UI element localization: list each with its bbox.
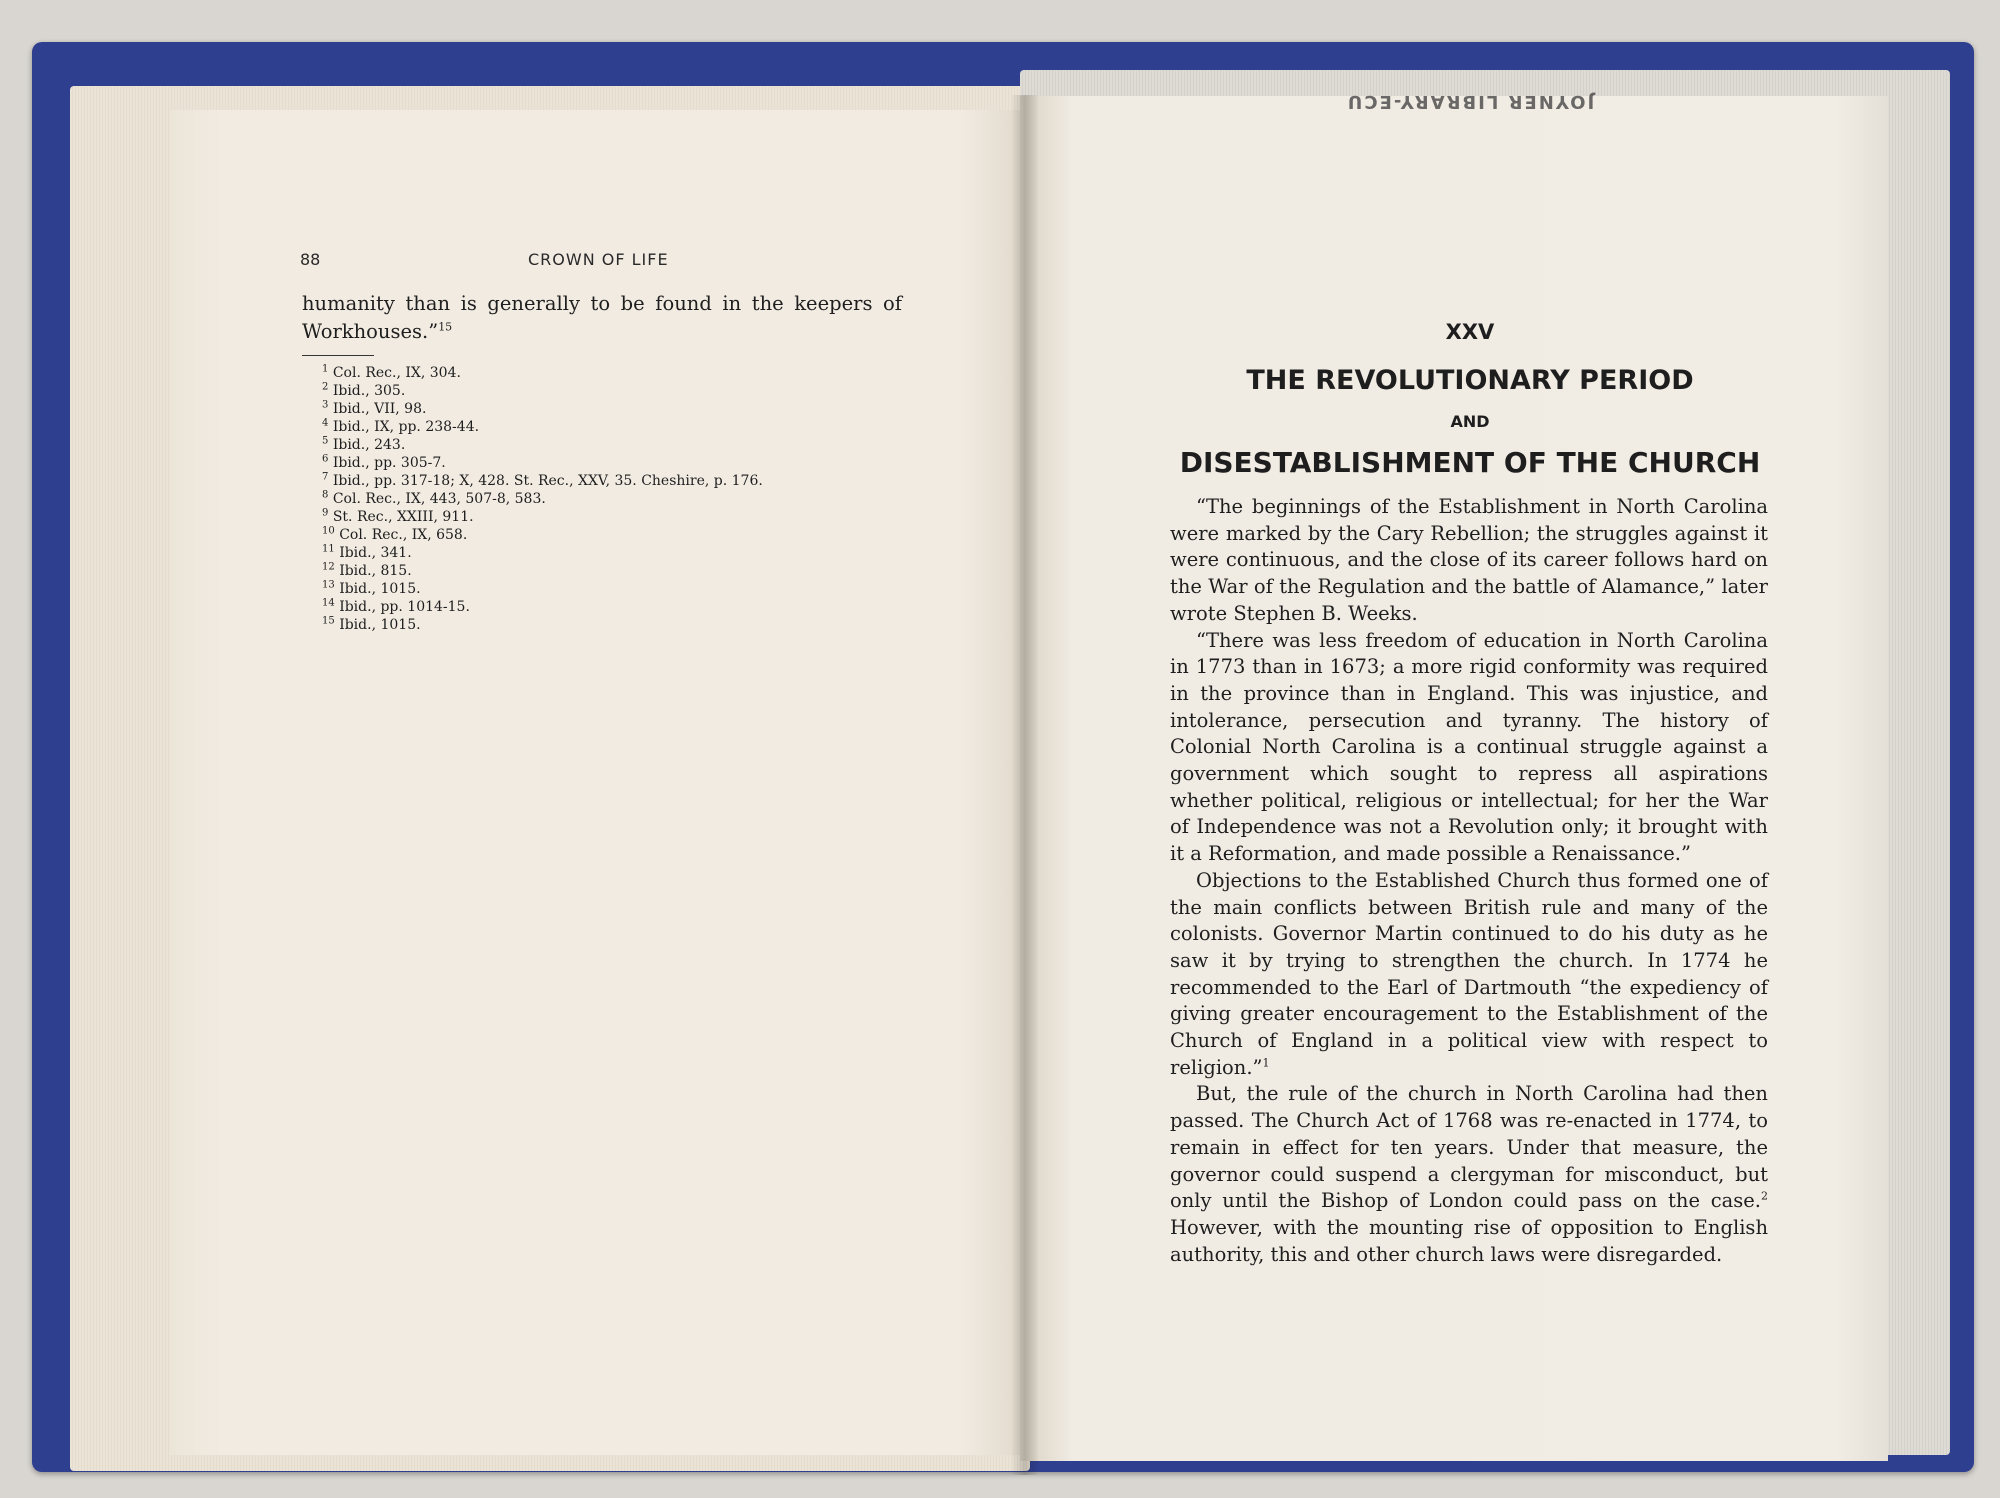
footnote-item: $^{11}$ Ibid., 341. bbox=[322, 543, 412, 561]
left-paragraph-text: humanity than is generally to be found in the keepers of Workhouses.” bbox=[302, 292, 902, 343]
note-ref: 15 bbox=[438, 320, 453, 334]
footnote-item: $^{15}$ Ibid., 1015. bbox=[322, 615, 421, 633]
chapter-title-line-2: DISESTABLISHMENT OF THE CHURCH bbox=[1179, 446, 1761, 479]
footnote-item: $^2$ Ibid., 305. bbox=[322, 381, 406, 399]
footnote-item: $^{13}$ Ibid., 1015. bbox=[322, 579, 421, 597]
chapter-title-line-1: THE REVOLUTIONARY PERIOD bbox=[1246, 365, 1694, 396]
body-paragraph: But, the rule of the church in North Carolina had then passed. The Church Act of 1768 was re-enacted in 1774, to remain in effect for ten years. Under that measure, the governor could suspend a clergyman for misconduct, but only until the Bishop of London could pass on the case.$^2$ However, with the mounting rise of opposition to English authority, this and other church laws were disregarded. bbox=[1170, 1082, 1768, 1266]
chapter-title-and: AND bbox=[1450, 412, 1490, 431]
book-title: CROWN OF LIFE bbox=[528, 250, 669, 269]
left-paragraph bbox=[302, 290, 902, 346]
footnote-rule bbox=[302, 355, 374, 356]
footnote-item: $^5$ Ibid., 243. bbox=[322, 435, 406, 453]
footnote-item: $^{14}$ Ibid., pp. 1014-15. bbox=[322, 597, 470, 615]
chapter-body bbox=[1170, 494, 1768, 1268]
page-number: 88 bbox=[300, 250, 321, 269]
footnote-item: $^{12}$ Ibid., 815. bbox=[322, 561, 412, 579]
body-paragraph: “The beginnings of the Establishment in North Carolina were marked by the Cary Rebellion; the struggles against it were continuous, and the close of its career follows hard on the War of the Regulation and the battle of Alamance,” later wrote Stephen B. Weeks. bbox=[1170, 495, 1768, 625]
library-stamp: JOYNER LIBRARY-ECU bbox=[1345, 91, 1595, 112]
note-ref: 1 bbox=[1262, 1056, 1270, 1070]
footnote-item: $^9$ St. Rec., XXIII, 911. bbox=[322, 507, 474, 525]
footnote-item: $^4$ Ibid., IX, pp. 238-44. bbox=[322, 417, 480, 435]
footnote-item: $^6$ Ibid., pp. 305-7. bbox=[322, 453, 446, 471]
chapter-number: XXV bbox=[1445, 320, 1495, 344]
book-gutter bbox=[1012, 95, 1038, 1475]
footnote-item: $^3$ Ibid., VII, 98. bbox=[322, 399, 427, 417]
body-paragraph: Objections to the Established Church thus formed one of the main conflicts between British rule and many of the colonists. Governor Martin continued to do his duty as he saw it by trying to strengthen the church. In 1774 he recommended to the Earl of Dartmouth “the expediency of giving greater encouragement to the Establishment of the Church of England in a political view with respect to religion.”$^1$ bbox=[1170, 868, 1768, 1079]
note-ref: 2 bbox=[1761, 1189, 1768, 1203]
footnote-item: $^8$ Col. Rec., IX, 443, 507-8, 583. bbox=[322, 489, 546, 507]
footnotes-list bbox=[322, 364, 902, 634]
footnote-item: $^1$ Col. Rec., IX, 304. bbox=[322, 363, 461, 381]
footnote-item: $^7$ Ibid., pp. 317-18; X, 428. St. Rec., XXV, 35. Cheshire, p. 176. bbox=[322, 471, 763, 489]
footnote-item: $^{10}$ Col. Rec., IX, 658. bbox=[322, 525, 468, 543]
body-paragraph: “There was less freedom of education in North Carolina in 1773 than in 1673; a more rigid conformity was required in the province than in England. This was injustice, and intolerance, persecution and tyranny. The history of Colonial North Carolina is a continual struggle against a government which sought to repress all aspirations whether political, religious or intellectual; for her the War of Independence was not a Revolution only; it brought with it a Reformation, and made possible a Renaissance.” bbox=[1170, 628, 1768, 866]
